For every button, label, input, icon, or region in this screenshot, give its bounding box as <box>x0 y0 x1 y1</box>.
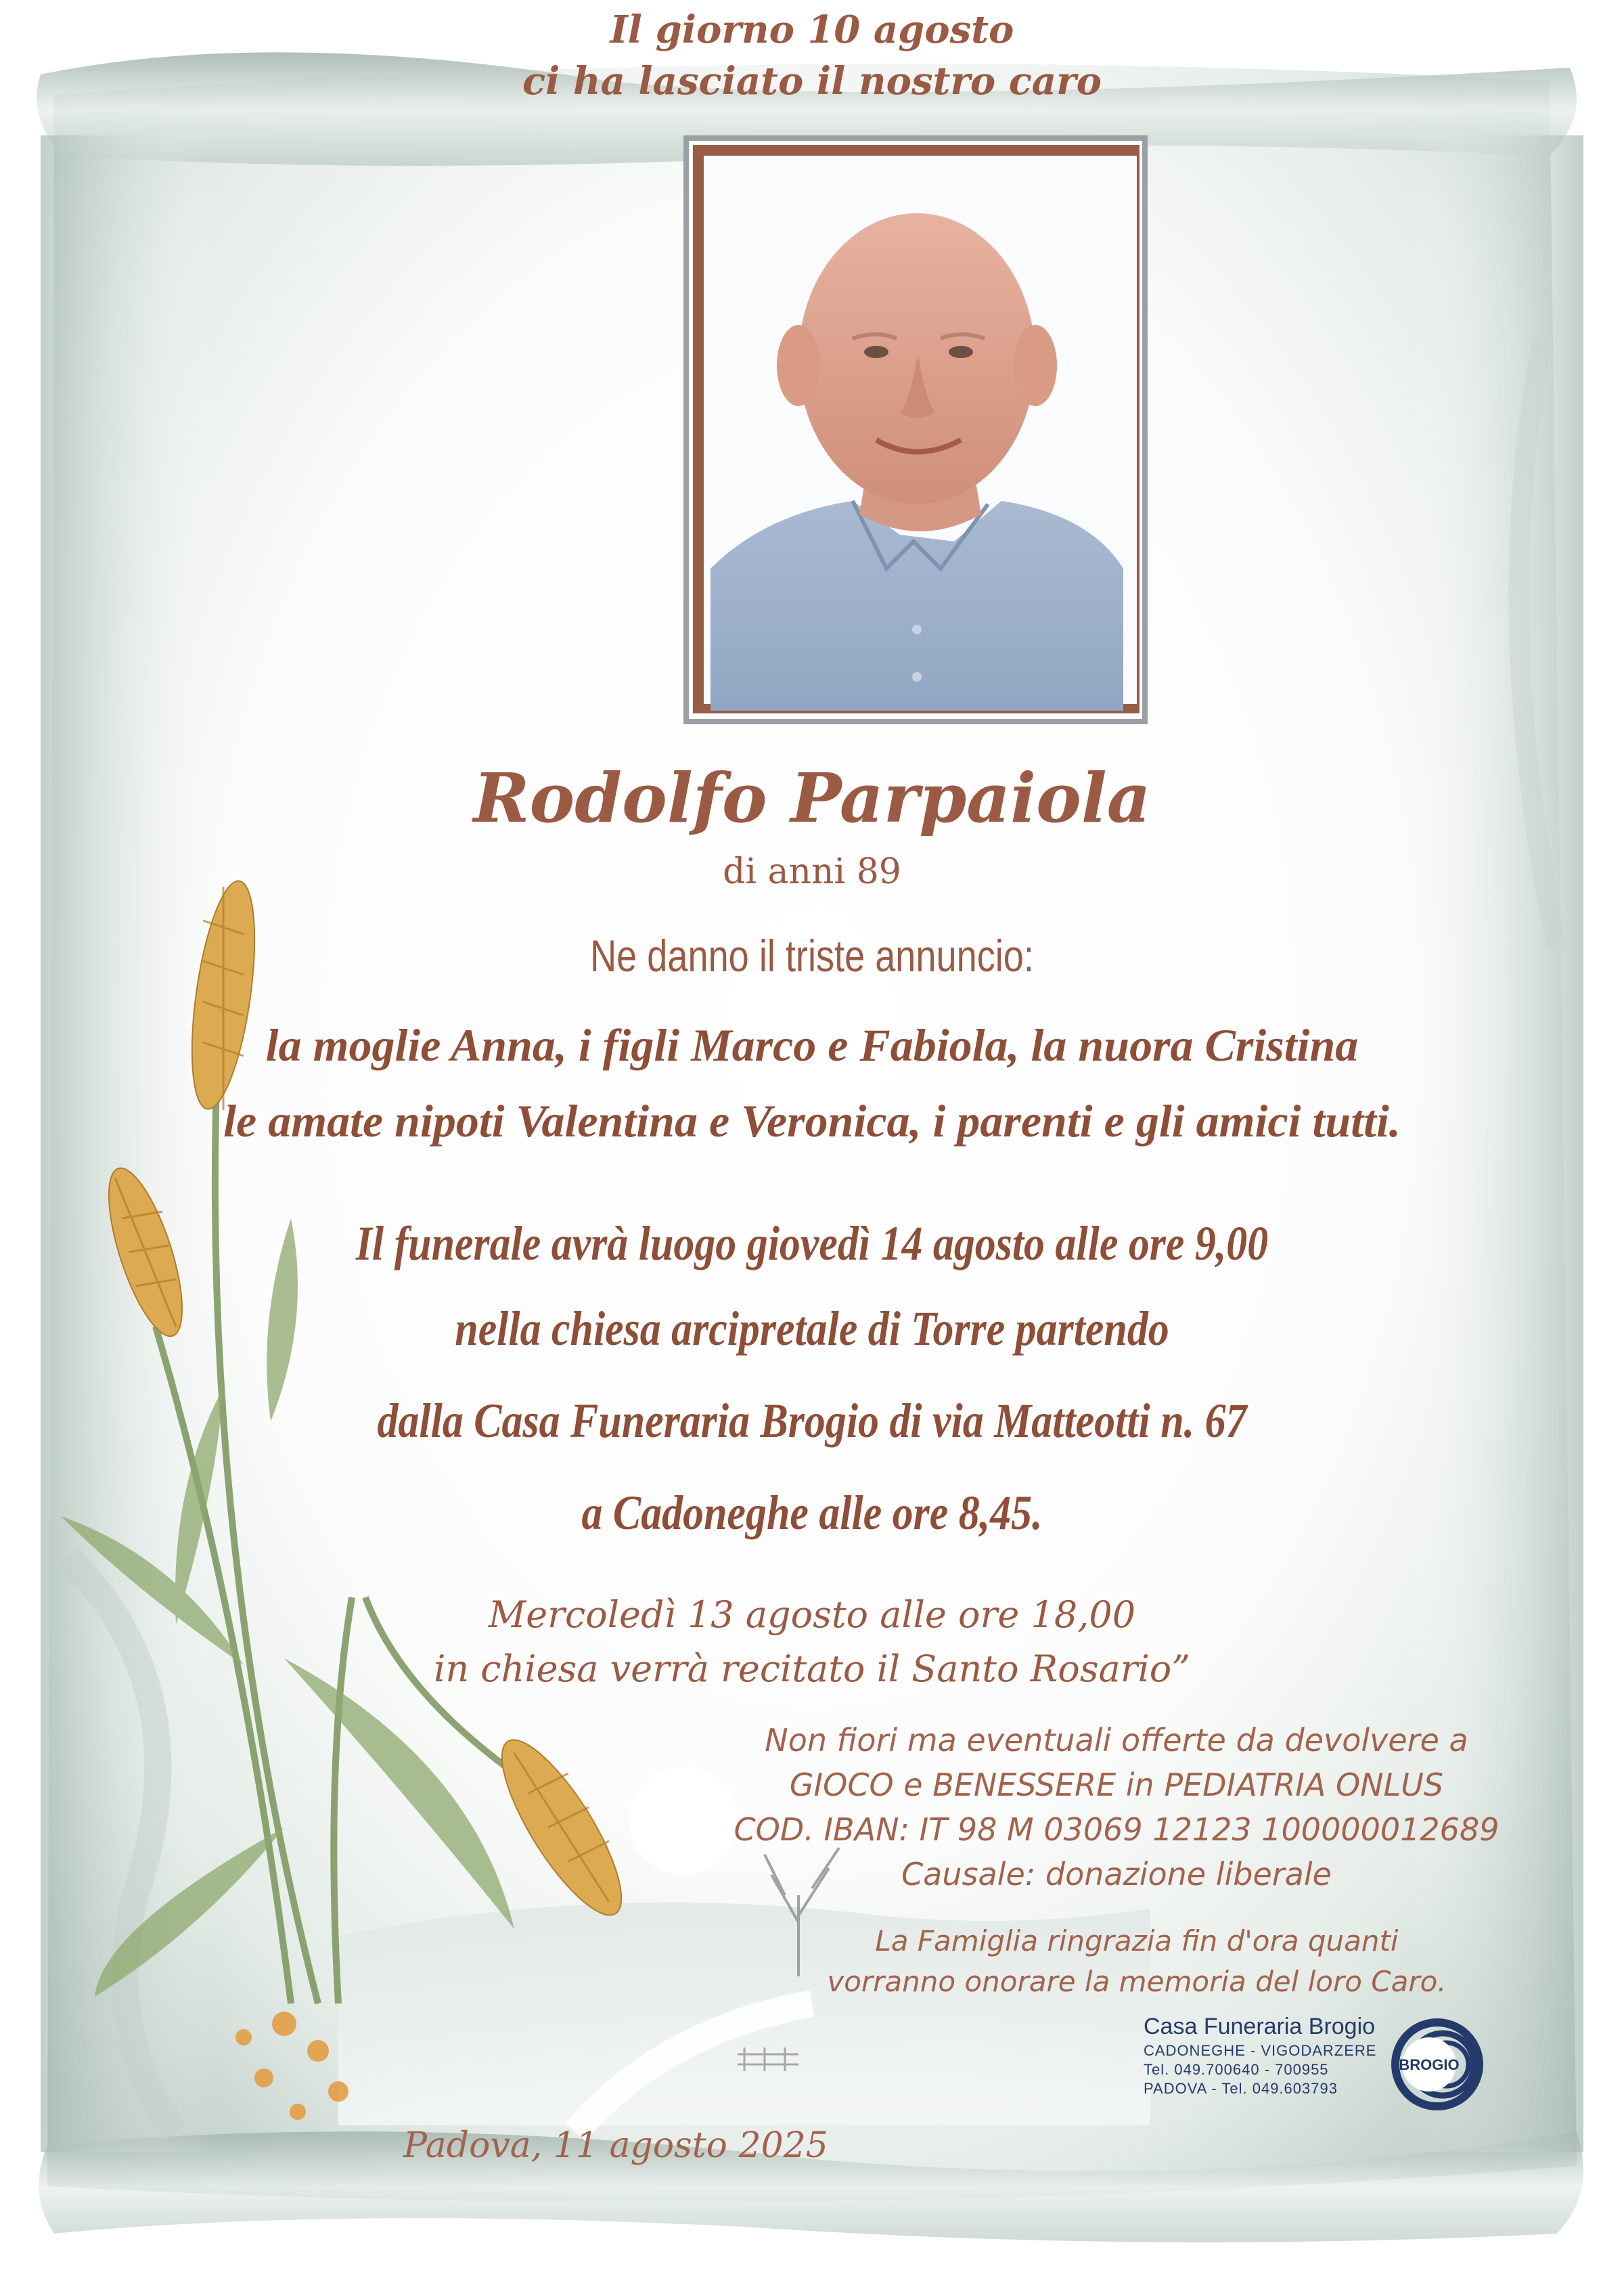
thanks-line-1: La Famiglia ringrazia fin d'ora quanti <box>875 1924 1399 1957</box>
intro-line-1: Il giorno 10 agosto <box>610 7 1014 52</box>
offerings-causale: Causale: donazione liberale <box>901 1856 1332 1892</box>
rosary-line-1: Mercoledì 13 agosto alle ore 18,00 <box>488 1593 1136 1636</box>
family-line-1: la moglie Anna, i figli Marco e Fabiola, la nuora Cristina <box>265 1019 1359 1071</box>
funeral-line-1: Il funerale avrà luogo giovedì 14 agosto alle ore 9,00 <box>355 1216 1269 1270</box>
funeral-home-phone-1: Tel. 049.700640 - 700955 <box>1144 2061 1329 2078</box>
offerings-line-2: GIOCO e BENESSERE in PEDIATRIA ONLUS <box>789 1767 1444 1803</box>
funeral-line-3: dalla Casa Funeraria Brogio di via Matteotti n. 67 <box>377 1394 1247 1448</box>
rosary-line-2: in chiesa verrà recitato il Santo Rosario” <box>434 1647 1190 1690</box>
funeral-line-4: a Cadoneghe alle ore 8,45. <box>581 1486 1043 1540</box>
funeral-line-2: nella chiesa arcipretale di Torre partendo <box>455 1302 1169 1356</box>
deceased-name: Rodolfo Parpaiola <box>473 758 1151 838</box>
logo-text: BROGIO <box>1399 2056 1460 2073</box>
funeral-home-contact <box>1144 2012 1401 2098</box>
offerings-iban: COD. IBAN: IT 98 M 03069 12123 100000012689 <box>734 1811 1499 1848</box>
family-line-2: le amate nipoti Valentina e Veronica, i parenti e gli amici tutti. <box>223 1095 1401 1147</box>
portrait-photo <box>683 135 1148 724</box>
deceased-age: di anni 89 <box>723 851 901 892</box>
announcement-heading: Ne danno il triste annuncio: <box>590 931 1034 981</box>
place-date: Padova, 11 agosto 2025 <box>403 2125 828 2166</box>
intro-line-2: ci ha lasciato il nostro caro <box>522 59 1102 104</box>
funeral-home-locations: CADONEGHE - VIGODARZERE <box>1144 2042 1377 2059</box>
brogio-logo-icon <box>1387 2010 1495 2119</box>
thanks-line-2: vorranno onorare la memoria del loro Caro. <box>827 1965 1447 1998</box>
funeral-home-phone-2: PADOVA - Tel. 049.603793 <box>1144 2080 1338 2097</box>
offerings-line-1: Non fiori ma eventuali offerte da devolvere a <box>765 1722 1468 1758</box>
funeral-home-name: Casa Funeraria Brogio <box>1144 2014 1376 2039</box>
